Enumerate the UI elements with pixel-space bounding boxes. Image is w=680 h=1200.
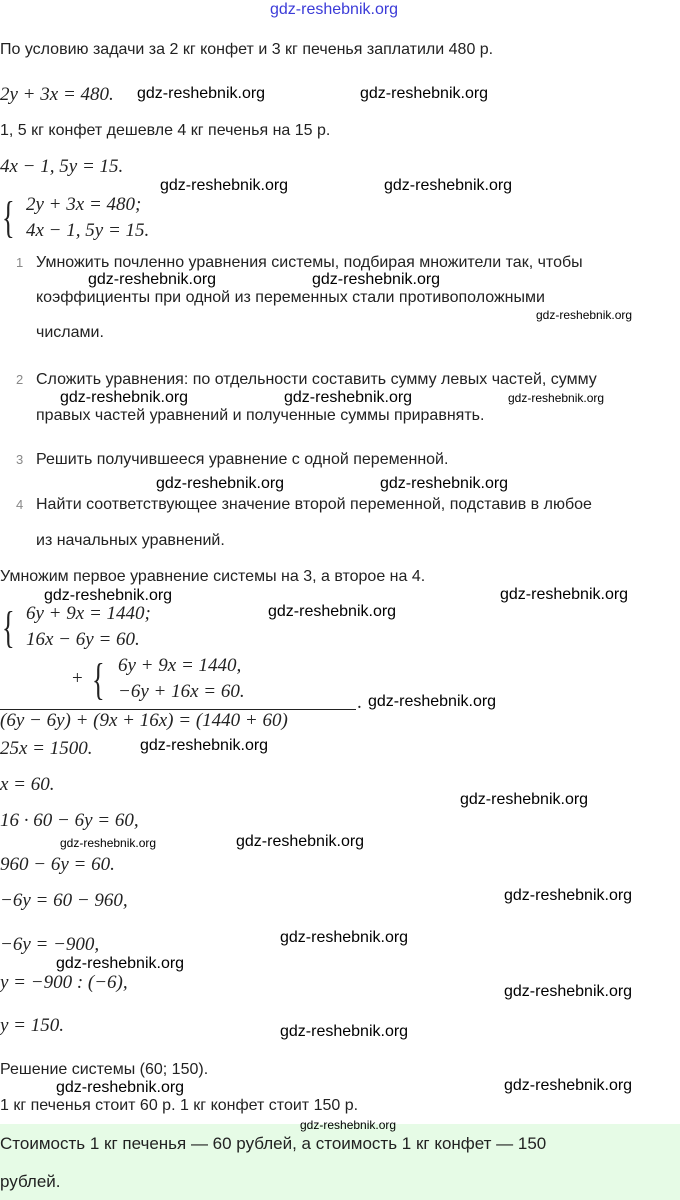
step-text: числами. [36, 324, 104, 341]
system-brace: { [2, 193, 15, 242]
solution-text: Решение системы (60; 150). [0, 1061, 209, 1078]
watermark: gdz-reshebnik.org [460, 791, 589, 808]
watermark: gdz-reshebnik.org [60, 389, 189, 406]
watermark: gdz-reshebnik.org [280, 929, 409, 946]
plus-sign: + [72, 668, 83, 689]
watermark: gdz-reshebnik.org [536, 308, 633, 322]
watermark: gdz-reshebnik.org [300, 1118, 397, 1132]
step-eq: −6y = 60 − 960, [0, 890, 128, 911]
step-text: Сложить уравнения: по отдельности составить сумму левых частей, сумму [36, 371, 597, 388]
answer-line-1: Стоимость 1 кг печенья — 60 рублей, а стоимость 1 кг конфет — 150 [0, 1134, 547, 1153]
watermark: gdz-reshebnik.org [284, 389, 413, 406]
answer-line-2: рублей. [0, 1172, 61, 1191]
system-3-eq-a: 6y + 9x = 1440, [118, 655, 242, 676]
system-brace: { [2, 603, 15, 652]
step-text: Умножить почленно уравнения системы, подбирая множители так, чтобы [36, 254, 583, 271]
step-eq: x = 60. [0, 774, 55, 795]
system-1-eq-b: 4x − 1, 5y = 15. [26, 220, 150, 241]
equation-2: 4x − 1, 5y = 15. [0, 156, 124, 177]
step-eq: 25x = 1500. [0, 738, 93, 759]
watermark: gdz-reshebnik.org [504, 887, 633, 904]
step-eq: y = 150. [0, 1015, 65, 1036]
step-text: Найти соответствующее значение второй переменной, подставив в любое [36, 496, 592, 513]
system-2-eq-b: 16x − 6y = 60. [26, 629, 140, 650]
system-1-eq-a: 2y + 3x = 480; [26, 194, 142, 215]
sum-equation: (6y − 6y) + (9x + 16x) = (1440 + 60) [0, 710, 288, 731]
watermark: gdz-reshebnik.org [140, 737, 269, 754]
prices-text: 1 кг печенья стоит 60 р. 1 кг конфет стоит 150 р. [0, 1097, 359, 1114]
watermark: gdz-reshebnik.org [156, 475, 285, 492]
watermark: gdz-reshebnik.org [384, 177, 513, 194]
watermark: gdz-reshebnik.org [504, 983, 633, 1000]
step-number: 3 [16, 452, 24, 467]
watermark: gdz-reshebnik.org [368, 693, 497, 710]
watermark: gdz-reshebnik.org [500, 586, 629, 603]
system-brace: { [92, 655, 105, 704]
watermark: gdz-reshebnik.org [270, 1, 399, 18]
condition-text-2: 1, 5 кг конфет дешевле 4 кг печенья на 15 р. [0, 122, 331, 139]
step-number: 4 [16, 497, 24, 512]
watermark: gdz-reshebnik.org [380, 475, 509, 492]
watermark: gdz-reshebnik.org [236, 833, 365, 850]
step-text: коэффициенты при одной из переменных стали противоположными [36, 289, 545, 306]
system-3-eq-b: −6y + 16x = 60. [118, 681, 245, 702]
watermark: gdz-reshebnik.org [508, 391, 605, 405]
step-number: 1 [16, 255, 24, 270]
watermark: gdz-reshebnik.org [312, 271, 441, 288]
step-eq: −6y = −900, [0, 934, 100, 955]
watermark: gdz-reshebnik.org [280, 1023, 409, 1040]
watermark: gdz-reshebnik.org [88, 271, 217, 288]
watermark: gdz-reshebnik.org [44, 587, 173, 604]
step-text: Решить получившееся уравнение с одной переменной. [36, 451, 449, 468]
step-eq: 960 − 6y = 60. [0, 854, 115, 875]
step-text: правых частей уравнений и полученные суммы приравнять. [36, 407, 485, 424]
step-eq: 16 · 60 − 6y = 60, [0, 810, 139, 831]
watermark: gdz-reshebnik.org [60, 836, 157, 850]
watermark: gdz-reshebnik.org [56, 1079, 185, 1096]
watermark: gdz-reshebnik.org [56, 955, 185, 972]
step-text: из начальных уравнений. [36, 532, 225, 549]
watermark: gdz-reshebnik.org [504, 1077, 633, 1094]
watermark: gdz-reshebnik.org [360, 85, 489, 102]
multiply-text: Умножим первое уравнение системы на 3, а второе на 4. [0, 568, 426, 585]
condition-text-1: По условию задачи за 2 кг конфет и 3 кг печенья заплатили 480 р. [0, 41, 494, 58]
step-number: 2 [16, 372, 24, 387]
answer-box [0, 1124, 680, 1200]
sum-dot: . [357, 692, 362, 713]
watermark: gdz-reshebnik.org [268, 603, 397, 620]
system-2-eq-a: 6y + 9x = 1440; [26, 603, 151, 624]
equation-1: 2y + 3x = 480. [0, 84, 114, 105]
watermark: gdz-reshebnik.org [137, 85, 266, 102]
step-eq: y = −900 : (−6), [0, 972, 128, 993]
watermark: gdz-reshebnik.org [160, 177, 289, 194]
